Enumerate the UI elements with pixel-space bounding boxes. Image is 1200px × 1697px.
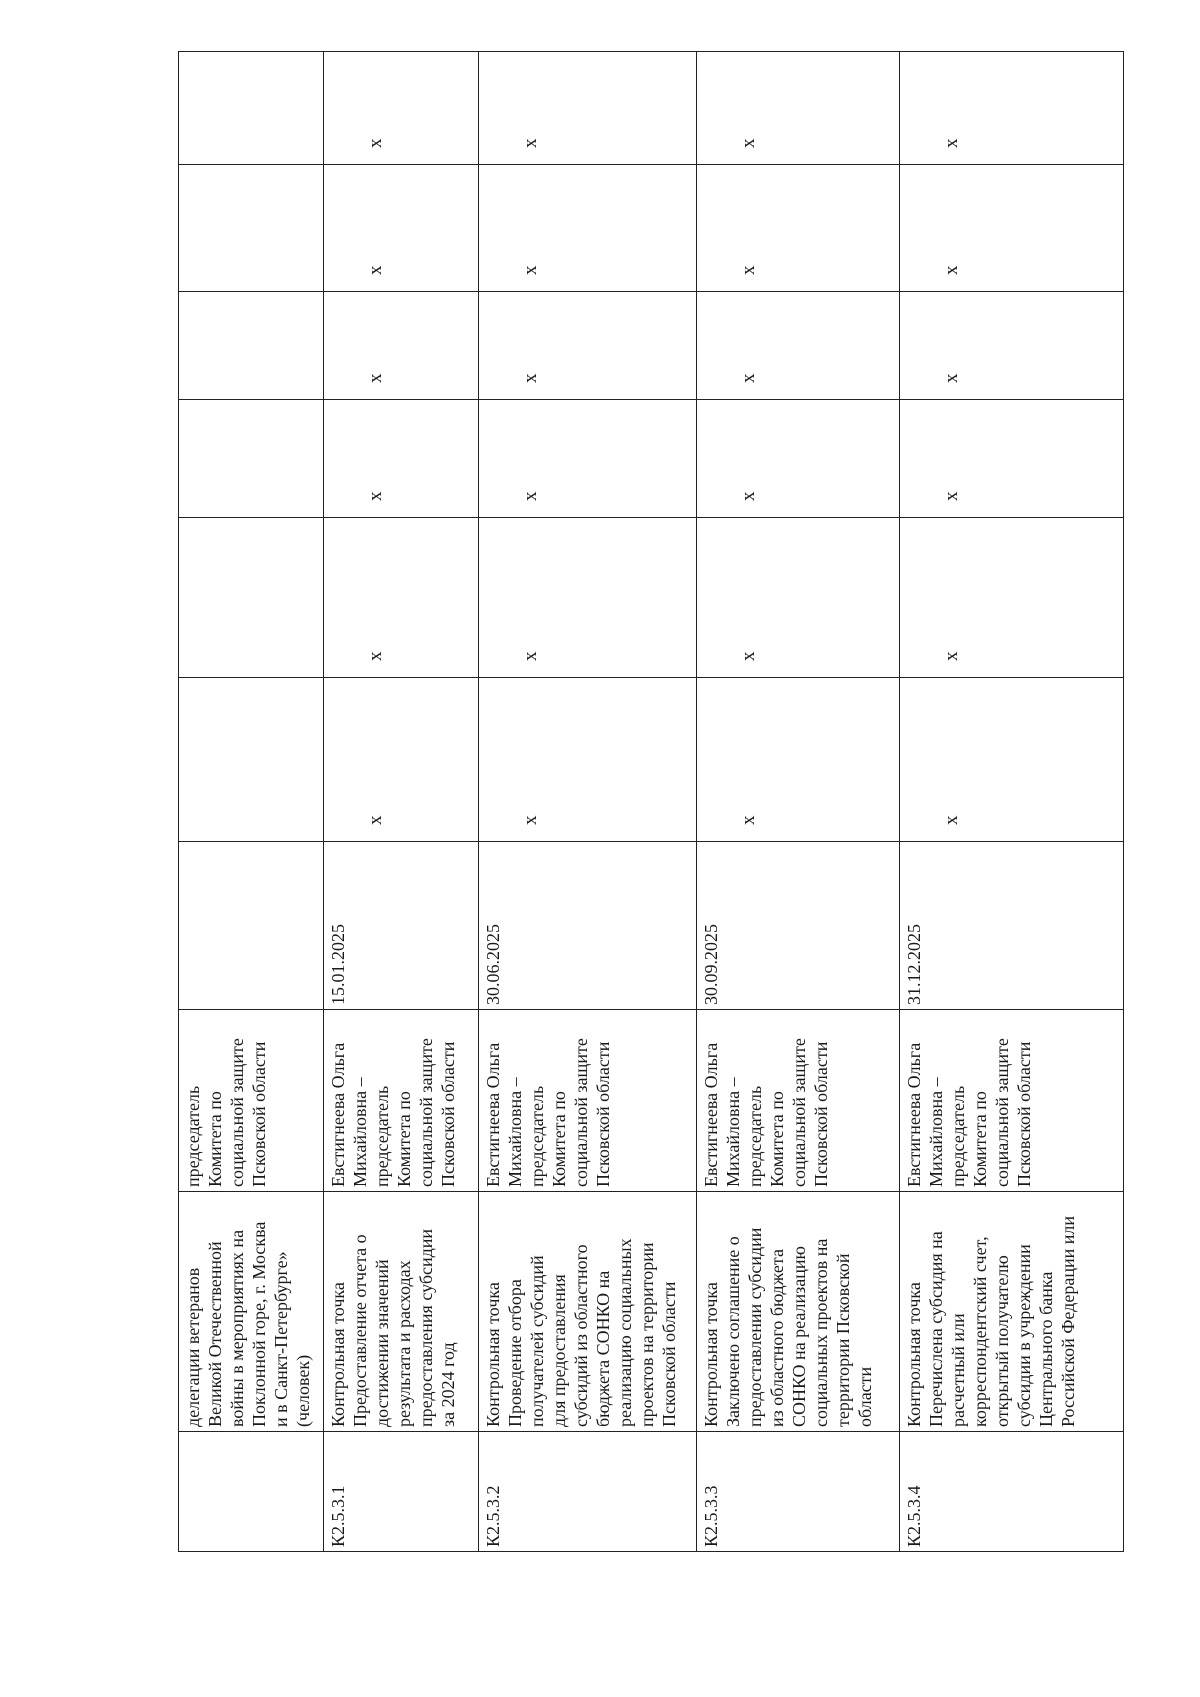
date-cell: [179, 842, 324, 1010]
cell-text-line: Михайловна –: [926, 1077, 946, 1187]
date-cell: 30.06.2025: [479, 842, 697, 1010]
value-cell: [179, 518, 324, 678]
cell-text-line: председатель: [745, 1085, 765, 1187]
cell-text-line: территории Псковской: [833, 1253, 853, 1427]
cell-text-line: Псковской области: [593, 1041, 613, 1187]
cell-text-line: Псковской области: [811, 1041, 831, 1187]
control-points-table: [178, 51, 1124, 1552]
cell-text-line: расчетный или: [948, 1313, 968, 1427]
cell-text-line: Заключено соглашение о: [723, 1236, 743, 1427]
responsible-cell: [900, 1010, 1124, 1192]
cell-text-line: открытый получателю: [992, 1255, 1012, 1427]
cell-text-line: Комитета по: [970, 1091, 990, 1187]
value-cell: [697, 292, 900, 400]
value-cell: [697, 678, 900, 842]
cell-text-line: бюджета СОНКО на: [593, 1270, 613, 1427]
cell-text-line: Предоставление отчета о: [350, 1234, 370, 1427]
x-mark: х: [365, 265, 386, 275]
cell-text-line: Российской Федерации или: [1058, 1216, 1078, 1427]
x-mark: х: [738, 651, 759, 661]
cell-text-line: председатель: [527, 1085, 547, 1187]
value-cell: [479, 292, 697, 400]
value-cell: [479, 165, 697, 292]
value-cell: [479, 518, 697, 678]
event-cell: [179, 1192, 324, 1432]
code-cell: К2.5.3.3: [697, 1432, 900, 1552]
cell-text-line: предоставлении субсидии: [745, 1227, 765, 1427]
x-mark: х: [738, 815, 759, 825]
x-mark: х: [365, 651, 386, 661]
cell-text-line: председатель: [372, 1085, 392, 1187]
date-cell: 31.12.2025: [900, 842, 1124, 1010]
cell-text-line: Михайловна –: [723, 1077, 743, 1187]
cell-text-line: Михайловна –: [350, 1077, 370, 1187]
x-mark: х: [941, 491, 962, 501]
cell-text-line: достижении значений: [372, 1259, 392, 1427]
cell-text-line: Псковской области: [438, 1041, 458, 1187]
x-mark: х: [520, 815, 541, 825]
cell-text-line: субсидии в учреждении: [1014, 1244, 1034, 1427]
cell-text-line: Михайловна –: [505, 1077, 525, 1187]
code-cell: К2.5.3.4: [900, 1432, 1124, 1552]
x-mark: х: [365, 138, 386, 148]
cell-text-line: СОНКО на реализацию: [789, 1246, 809, 1427]
cell-text-line: Евстигнеева Ольга: [483, 1042, 503, 1187]
cell-text-line: результата и расходах: [394, 1260, 414, 1427]
x-mark: х: [365, 815, 386, 825]
value-cell: [697, 518, 900, 678]
responsible-cell: [697, 1010, 900, 1192]
value-cell: [900, 292, 1124, 400]
cell-text-line: для предоставления: [549, 1274, 569, 1427]
value-cell: [900, 518, 1124, 678]
value-cell: [179, 678, 324, 842]
cell-text-line: Контрольная точка: [701, 1282, 721, 1427]
cell-text-line: Евстигнеева Ольга: [328, 1042, 348, 1187]
cell-text-line: Перечислена субсидия на: [926, 1231, 946, 1427]
x-mark: х: [520, 651, 541, 661]
code-cell: К2.5.3.1: [324, 1432, 479, 1552]
value-cell: [324, 292, 479, 400]
cell-text-line: реализацию социальных: [615, 1238, 635, 1427]
x-mark: х: [520, 373, 541, 383]
cell-text-line: Проведение отбора: [505, 1279, 525, 1427]
x-mark: х: [520, 491, 541, 501]
x-mark: х: [365, 491, 386, 501]
table-row: [324, 52, 479, 1552]
x-mark: х: [365, 373, 386, 383]
cell-text-line: Комитета по: [394, 1091, 414, 1187]
value-cell: [697, 165, 900, 292]
value-cell: [179, 52, 324, 165]
value-cell: [697, 52, 900, 165]
table-row: [900, 52, 1124, 1552]
cell-text-line: Великой Отечественной: [205, 1241, 225, 1427]
x-mark: х: [520, 138, 541, 148]
value-cell: [900, 165, 1124, 292]
cell-text-line: Псковской области: [1014, 1041, 1034, 1187]
x-mark: х: [941, 815, 962, 825]
x-mark: х: [520, 265, 541, 275]
value-cell: [697, 400, 900, 518]
code-cell: К2.5.3.2: [479, 1432, 697, 1552]
cell-text-line: корреспондентский счет,: [970, 1236, 990, 1427]
value-cell: [324, 52, 479, 165]
cell-text-line: получателей субсидий: [527, 1255, 547, 1427]
cell-text-line: председатель: [183, 1085, 203, 1187]
x-mark: х: [738, 265, 759, 275]
x-mark: х: [941, 138, 962, 148]
cell-text-line: социальной защите: [416, 1038, 436, 1187]
cell-text-line: (человек): [293, 1354, 313, 1427]
cell-text-line: предоставления субсидии: [416, 1228, 436, 1427]
responsible-cell: [179, 1010, 324, 1192]
value-cell: [179, 400, 324, 518]
code-cell: [179, 1432, 324, 1552]
value-cell: [179, 292, 324, 400]
cell-text-line: войны в мероприятиях на: [227, 1229, 247, 1427]
x-mark: х: [941, 651, 962, 661]
cell-text-line: Комитета по: [549, 1091, 569, 1187]
cell-text-line: социальной защите: [789, 1038, 809, 1187]
responsible-cell: [324, 1010, 479, 1192]
responsible-cell: [479, 1010, 697, 1192]
value-cell: [900, 400, 1124, 518]
cell-text-line: Псковской области: [659, 1281, 679, 1427]
cell-text-line: области: [855, 1366, 875, 1427]
cell-text-line: Центрального банка: [1036, 1271, 1056, 1427]
date-cell: 30.09.2025: [697, 842, 900, 1010]
rotated-table-wrapper: [178, 52, 1123, 1552]
cell-text-line: Комитета по: [767, 1091, 787, 1187]
table-row: [479, 52, 697, 1552]
cell-text-line: и в Санкт-Петербурге»: [271, 1251, 291, 1427]
cell-text-line: председатель: [948, 1085, 968, 1187]
value-cell: [900, 678, 1124, 842]
cell-text-line: Контрольная точка: [904, 1282, 924, 1427]
value-cell: [479, 52, 697, 165]
value-cell: [324, 400, 479, 518]
cell-text-line: Контрольная точка: [483, 1282, 503, 1427]
x-mark: х: [738, 373, 759, 383]
cell-text-line: Евстигнеева Ольга: [701, 1042, 721, 1187]
cell-text-line: социальной защите: [571, 1038, 591, 1187]
value-cell: [179, 165, 324, 292]
cell-text-line: проектов на территории: [637, 1242, 657, 1427]
cell-text-line: Псковской области: [249, 1041, 269, 1187]
value-cell: [900, 52, 1124, 165]
event-cell: [324, 1192, 479, 1432]
x-mark: х: [738, 491, 759, 501]
x-mark: х: [941, 265, 962, 275]
cell-text-line: Комитета по: [205, 1091, 225, 1187]
cell-text-line: делегации ветеранов: [183, 1267, 203, 1427]
value-cell: [324, 678, 479, 842]
value-cell: [479, 400, 697, 518]
table-row: [697, 52, 900, 1552]
cell-text-line: Поклонной горе, г. Москва: [249, 1221, 269, 1427]
cell-text-line: социальной защите: [227, 1038, 247, 1187]
cell-text-line: Контрольная точка: [328, 1282, 348, 1427]
cell-text-line: субсидий из областного: [571, 1244, 591, 1427]
event-cell: [900, 1192, 1124, 1432]
value-cell: [479, 678, 697, 842]
event-cell: [479, 1192, 697, 1432]
value-cell: [324, 518, 479, 678]
cell-text-line: социальных проектов на: [811, 1238, 831, 1427]
cell-text-line: за 2024 год: [438, 1342, 458, 1427]
date-cell: 15.01.2025: [324, 842, 479, 1010]
cell-text-line: социальной защите: [992, 1038, 1012, 1187]
x-mark: х: [941, 373, 962, 383]
x-mark: х: [738, 138, 759, 148]
cell-text-line: Евстигнеева Ольга: [904, 1042, 924, 1187]
cell-text-line: из областного бюджета: [767, 1249, 787, 1427]
event-cell: [697, 1192, 900, 1432]
value-cell: [324, 165, 479, 292]
table-row-continuation: [179, 52, 324, 1552]
